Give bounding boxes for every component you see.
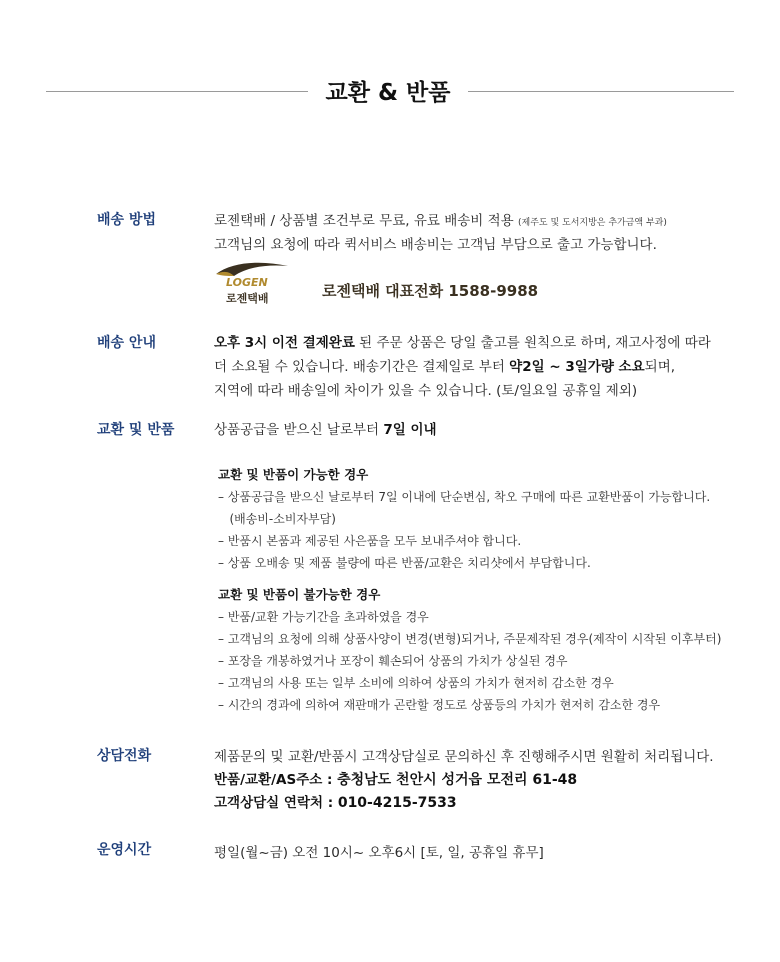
consult-label: 상담전화 (97, 748, 152, 764)
logo-ko-text: 로젠택배 (226, 292, 269, 305)
shipping-info-label: 배송 안내 (97, 335, 156, 351)
exchange-possible-item: (배송비-소비자부담) (218, 512, 336, 526)
exchange-possible-item: – 상품 오배송 및 제품 불량에 따른 반품/교환은 치리샷에서 부담합니다. (218, 556, 591, 570)
shipping-method-label: 배송 방법 (97, 212, 156, 228)
exchange-impossible-item: – 고객님의 사용 또는 일부 소비에 의하여 상품의 가치가 현저히 감소한 경우 (218, 676, 614, 690)
shipping-method-note: (제주도 및 도서지방은 추가금액 부과) (518, 218, 667, 228)
consult-address: 반품/교환/AS주소 : 충청남도 천안시 성거읍 모전리 61-48 (214, 772, 578, 788)
exchange-intro: 상품공급을 받으신 날로부터 7일 이내 (214, 422, 437, 438)
hours-label: 운영시간 (97, 842, 152, 858)
exchange-impossible-item: – 시간의 경과에 의하여 재판매가 곤란할 정도로 상품등의 가치가 현저히 감소한 경우 (218, 698, 661, 712)
logen-phone: 로젠택배 대표전화 1588-9988 (322, 282, 539, 300)
exchange-impossible-item: – 고객님의 요청에 의해 상품사양이 변경(변형)되거나, 주문제작된 경우(제작이 시작된 이후부터) (218, 632, 722, 646)
exchange-label: 교환 및 반품 (97, 422, 175, 438)
exchange-possible-item: – 반품시 본품과 제공된 사은품을 모두 보내주셔야 합니다. (218, 534, 522, 548)
consult-line1: 제품문의 및 교환/반품시 고객상담실로 문의하신 후 진행해주시면 원활히 처리됩니다. (214, 749, 714, 765)
exchange-impossible-title: 교환 및 반품이 불가능한 경우 (218, 587, 381, 602)
page-title: 교환 & 반품 (325, 80, 451, 106)
exchange-impossible-item: – 반품/교환 가능기간을 초과하였을 경우 (218, 610, 429, 624)
shipping-info-line1: 오후 3시 이전 결제완료 된 주문 상품은 당일 출고를 원칙으로 하며, 재고사정에 따라 (214, 335, 711, 351)
logen-logo (214, 260, 294, 310)
title-bar (0, 72, 780, 112)
shipping-method-line2: 고객님의 요청에 따라 퀵서비스 배송비는 고객님 부담으로 출고 가능합니다. (214, 237, 657, 253)
logo-en-text: LOGEN (226, 276, 268, 289)
shipping-info-line3: 지역에 따라 배송일에 차이가 있을 수 있습니다. (토/일요일 공휴일 제외) (214, 383, 638, 399)
exchange-possible-item: – 상품공급을 받으신 날로부터 7일 이내에 단순변심, 착오 구매에 따른 교환반품이 가능합니다. (218, 490, 711, 504)
hours-value: 평일(월~금) 오전 10시~ 오후6시 [토, 일, 공휴일 휴무] (214, 845, 544, 861)
exchange-possible-title: 교환 및 반품이 가능한 경우 (218, 467, 369, 482)
title-divider-right (468, 91, 734, 92)
consult-phone: 고객상담실 연락처 : 010-4215-7533 (214, 795, 457, 811)
shipping-info-line2: 더 소요될 수 있습니다. 배송기간은 결제일로 부터 약2일 ~ 3일가량 소요되며, (214, 359, 676, 375)
title-divider-left (46, 91, 308, 92)
exchange-impossible-item: – 포장을 개봉하였거나 포장이 훼손되어 상품의 가치가 상실된 경우 (218, 654, 568, 668)
shipping-method-line1: 로젠택배 / 상품별 조건부로 무료, 유료 배송비 적용 (제주도 및 도서지방은 추가금액 부과) (214, 213, 667, 229)
